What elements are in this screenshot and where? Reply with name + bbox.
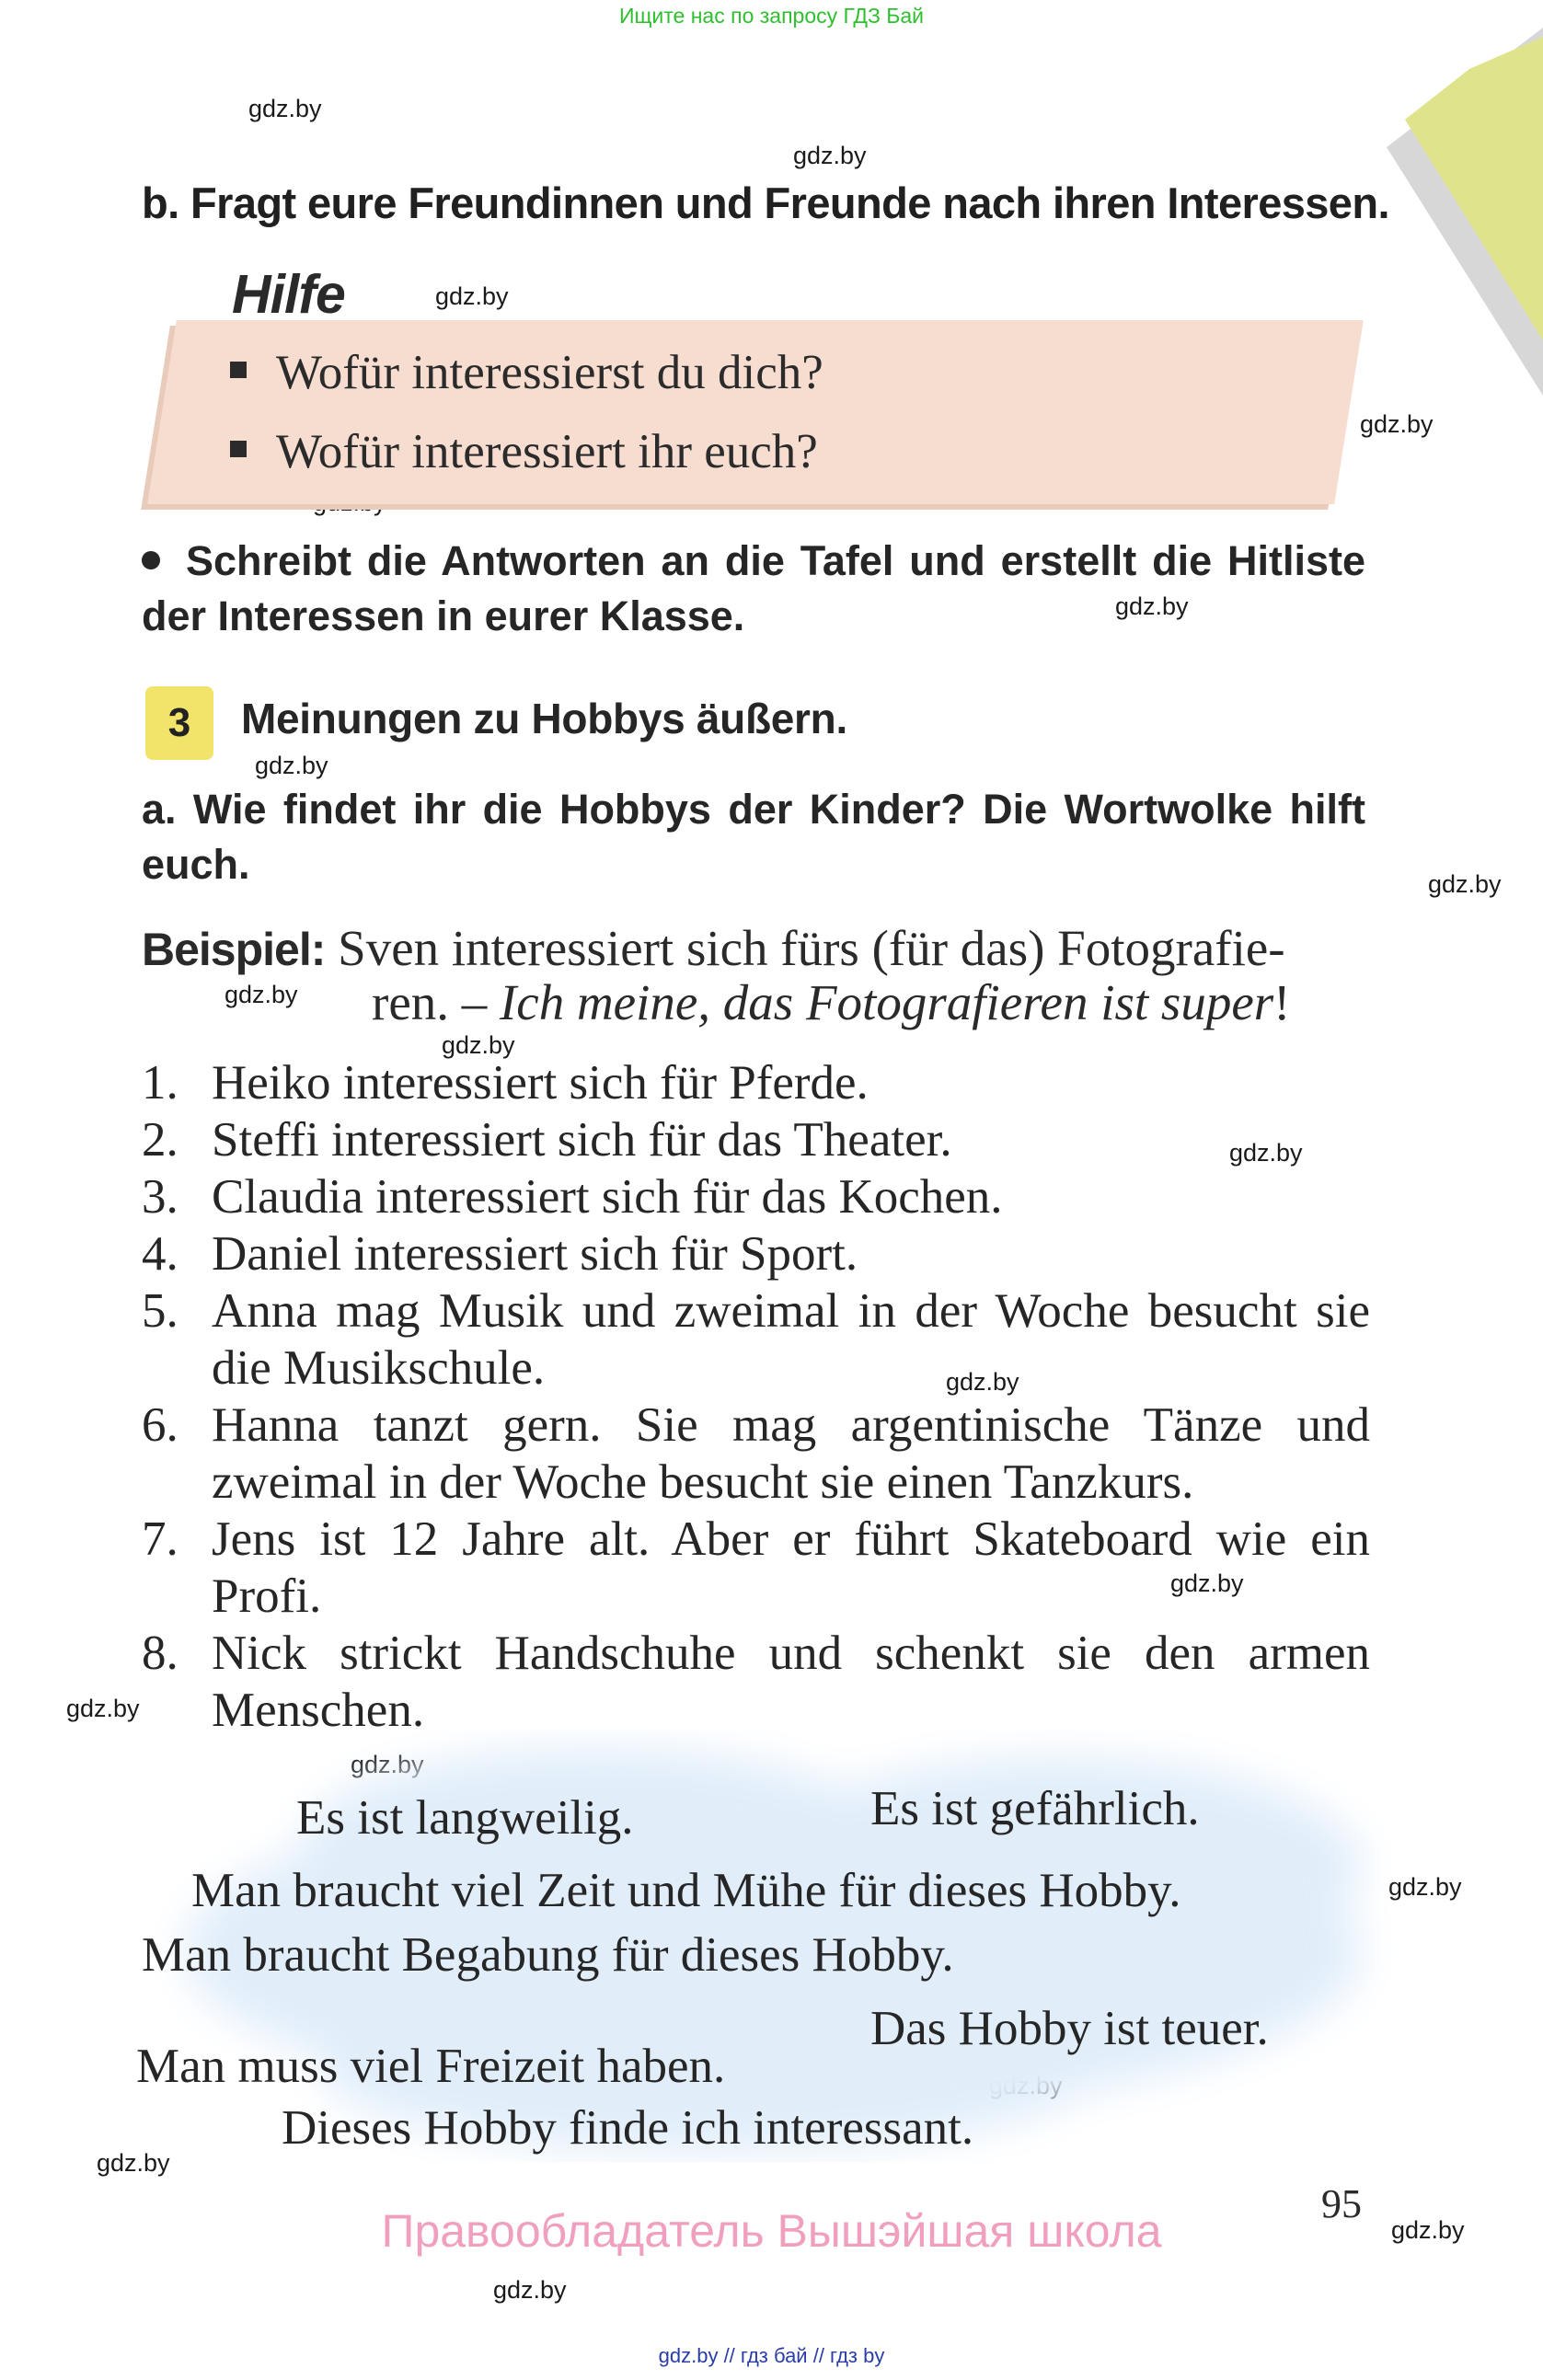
watermark: gdz.by bbox=[442, 1031, 515, 1059]
watermark: gdz.by bbox=[1229, 1139, 1303, 1167]
watermark: gdz.by bbox=[1360, 410, 1434, 438]
list-item: 2. Steffi interessiert sich für das Theater. bbox=[142, 1113, 952, 1167]
example-line-2: ren. – Ich meine, das Fotografieren ist super! bbox=[372, 974, 1291, 1030]
hobby-list bbox=[142, 1054, 1370, 1739]
task-number-badge: 3 bbox=[145, 686, 213, 760]
list-item: 1. Heiko interessiert sich für Pferde. bbox=[142, 1056, 869, 1110]
list-item: 6. Hanna tanzt gern. Sie mag argentinische Tänze und zweimal in der Woche besucht sie einen Tanzkurs. bbox=[142, 1398, 1370, 1509]
top-banner: Ищите нас по запросу ГДЗ Бай bbox=[618, 4, 925, 28]
hilfe-item: Wofür interessiert ihr euch? bbox=[230, 423, 818, 479]
watermark: gdz.by bbox=[1170, 1569, 1244, 1597]
watermark: gdz.by bbox=[351, 1751, 424, 1778]
watermark: gdz.by bbox=[1115, 592, 1189, 620]
watermark: gdz.by bbox=[793, 142, 867, 169]
watermark: gdz.by bbox=[946, 1368, 1019, 1396]
list-item: 7. Jens ist 12 Jahre alt. Aber er führt Skateboard wie ein Profi. bbox=[142, 1512, 1370, 1623]
watermark: gdz.by bbox=[255, 752, 328, 779]
bottom-links: gdz.by // гдз бай // гдз by bbox=[658, 2344, 885, 2367]
watermark: gdz.by bbox=[1428, 870, 1502, 898]
watermark: gdz.by bbox=[248, 95, 322, 122]
square-bullet-icon bbox=[230, 441, 247, 457]
cloud-phrase: Man muss viel Freizeit haben. bbox=[136, 2040, 726, 2093]
list-item: 8. Nick strickt Handschuhe und schenkt sie den armen Menschen. bbox=[142, 1627, 1370, 1737]
watermark: gdz.by bbox=[66, 1695, 140, 1722]
hilfe-title: Hilfe bbox=[232, 264, 345, 325]
task-a-text: a. Wie findet ihr die Hobbys der Kinder? Die Wortwolke hilft euch. bbox=[142, 786, 1365, 888]
list-item: 3. Claudia interessiert sich für das Kochen. bbox=[142, 1170, 1003, 1224]
watermark: gdz.by bbox=[435, 282, 509, 310]
cloud-phrase: Das Hobby ist teuer. bbox=[870, 2002, 1269, 2055]
cloud-phrase: Es ist langweilig. bbox=[296, 1791, 634, 1845]
task-title: Meinungen zu Hobbys äußern. bbox=[241, 695, 847, 742]
list-item: 5. Anna mag Musik und zweimal in der Woche besucht sie die Musikschule. bbox=[142, 1284, 1370, 1395]
page-number: 95 bbox=[1321, 2181, 1362, 2226]
bullet-icon bbox=[142, 551, 160, 569]
watermark: gdz.by bbox=[1391, 2216, 1465, 2244]
list-item: 4. Daniel interessiert sich für Sport. bbox=[142, 1227, 858, 1281]
exercise-heading-b: b. Fragt eure Freundinnen und Freunde nach ihren Interessen. bbox=[142, 178, 1389, 227]
example-line-1: Sven interessiert sich fürs (für das) Fotografie- bbox=[338, 920, 1285, 976]
example-block bbox=[142, 922, 1370, 1029]
instruction-text: Schreibt die Antworten an die Tafel und erstellt die Hitliste der Interessen in eurer Klasse. bbox=[142, 537, 1365, 639]
cloud-phrase: Es ist gefährlich. bbox=[870, 1782, 1200, 1835]
square-bullet-icon bbox=[230, 362, 247, 378]
cloud-phrase: Man braucht viel Zeit und Mühe für dieses Hobby. bbox=[191, 1864, 1181, 1917]
watermark: gdz.by bbox=[97, 2149, 170, 2177]
rights-holder: Правообладатель Вышэйшая школа bbox=[381, 2205, 1162, 2257]
cloud-phrase: Dieses Hobby finde ich interessant. bbox=[282, 2101, 974, 2155]
watermark: gdz.by bbox=[225, 981, 298, 1008]
watermark: gdz.by bbox=[493, 2276, 567, 2304]
hilfe-item: Wofür interessierst du dich? bbox=[230, 344, 823, 400]
cloud-phrase: Man braucht Begabung für dieses Hobby. bbox=[142, 1928, 954, 1982]
watermark: gdz.by bbox=[1388, 1873, 1462, 1901]
example-label: Beispiel: bbox=[142, 924, 326, 975]
